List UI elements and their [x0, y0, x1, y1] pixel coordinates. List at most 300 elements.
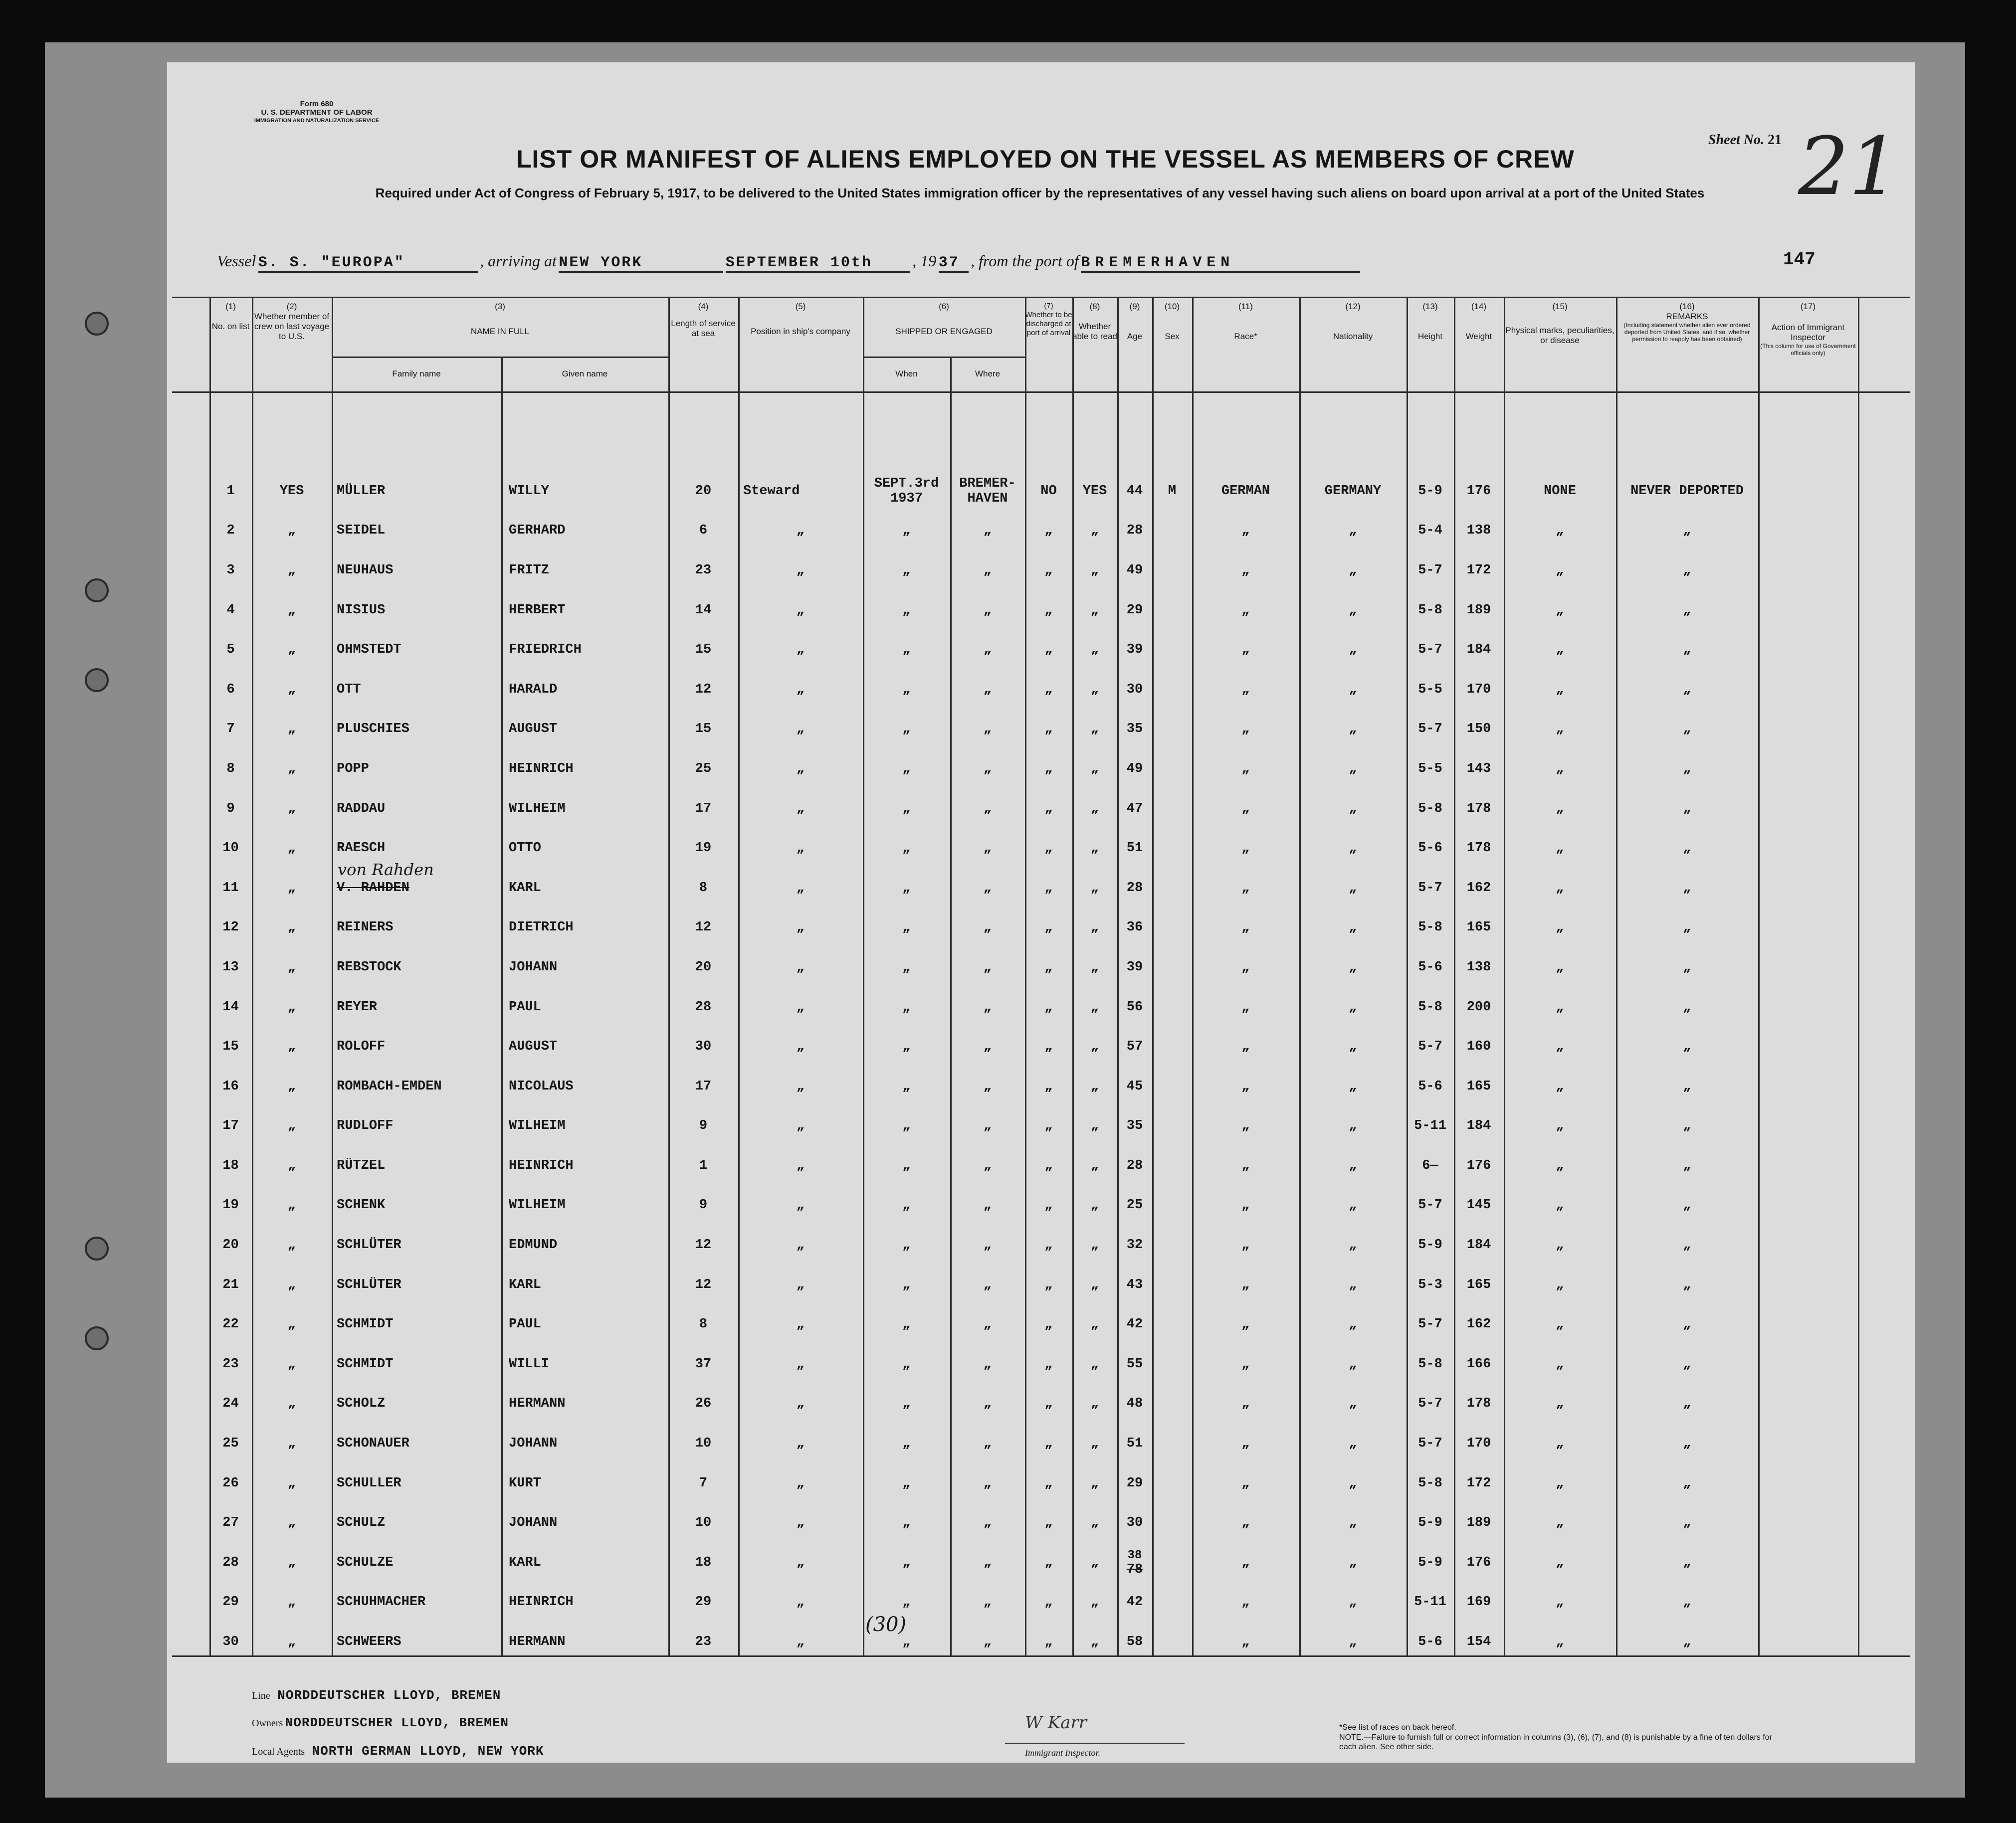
- able-to-read: „: [1090, 1475, 1099, 1491]
- shipped-where-line: HAVEN: [967, 491, 1008, 506]
- column-header-crew: [252, 302, 332, 342]
- row-number: 14: [222, 999, 239, 1015]
- age: 28: [1126, 1158, 1143, 1173]
- position: „: [796, 1356, 805, 1372]
- row-number: 19: [222, 1198, 239, 1213]
- column-header-when: When: [895, 369, 918, 378]
- row-number: 15: [222, 1039, 239, 1055]
- shipped-where: „: [983, 523, 992, 539]
- table-row: [172, 1463, 1858, 1503]
- remarks: „: [1683, 801, 1691, 816]
- discharged: „: [1044, 1198, 1053, 1213]
- shipped-where: „: [983, 1436, 992, 1452]
- age: 43: [1126, 1277, 1143, 1292]
- row-margin: [172, 1543, 209, 1583]
- able-to-read: „: [1090, 1436, 1099, 1452]
- height: 5-8: [1418, 999, 1442, 1015]
- service-years: 12: [695, 1238, 712, 1253]
- inspector-action: [1758, 1344, 1858, 1384]
- row-number: 22: [222, 1317, 239, 1332]
- shipped-where: „: [983, 841, 992, 856]
- row-margin: [172, 1304, 209, 1344]
- position: „: [796, 841, 805, 856]
- shipped-when: [863, 471, 950, 511]
- given-name: HARALD: [509, 682, 558, 697]
- row-number: 24: [222, 1396, 239, 1412]
- column-title: Action of Immigrant Inspector: [1771, 323, 1845, 342]
- inspector-action: [1758, 511, 1858, 551]
- row-number: 13: [222, 959, 239, 975]
- agents-label: Local Agents: [252, 1746, 305, 1757]
- remarks: „: [1683, 841, 1691, 856]
- remarks: „: [1683, 1356, 1691, 1372]
- weight: 145: [1466, 1198, 1491, 1213]
- row-margin: [172, 1622, 209, 1662]
- shipped-when: „: [902, 562, 911, 578]
- able-to-read: „: [1090, 1396, 1099, 1412]
- race: „: [1241, 1118, 1250, 1134]
- age: 30: [1126, 1515, 1143, 1531]
- able-to-read: YES: [1082, 483, 1107, 499]
- weight: 165: [1466, 1277, 1491, 1292]
- race: „: [1241, 1635, 1250, 1650]
- family-name: ROMBACH-EMDEN: [337, 1079, 442, 1094]
- height: 5-9: [1418, 1555, 1442, 1570]
- shipped-when: „: [902, 1555, 911, 1570]
- able-to-read: „: [1090, 1515, 1099, 1531]
- age: 55: [1126, 1356, 1143, 1372]
- service-years: 9: [699, 1198, 708, 1213]
- sex: [1152, 1304, 1192, 1344]
- discharged: „: [1044, 761, 1053, 776]
- crew-last-voyage: „: [287, 1475, 296, 1491]
- table-row: [172, 908, 1858, 948]
- column-number: (2): [286, 302, 297, 311]
- inspector-action: [1758, 1027, 1858, 1067]
- physical-marks: „: [1556, 841, 1564, 856]
- inspector-action: [1758, 908, 1858, 948]
- height: 5-7: [1418, 722, 1442, 737]
- service-years: 20: [695, 959, 712, 975]
- form-number: Form 680: [300, 100, 334, 108]
- column-number: (3): [495, 302, 505, 311]
- owners-label: Owners: [252, 1718, 283, 1729]
- crew-last-voyage: „: [287, 761, 296, 776]
- inspector-action: [1758, 1225, 1858, 1265]
- crew-last-voyage: „: [287, 1436, 296, 1452]
- race: „: [1241, 523, 1250, 539]
- table-row: [172, 590, 1858, 630]
- inspector-action: [1758, 1622, 1858, 1662]
- shipped-where: „: [983, 1039, 992, 1055]
- position: „: [796, 1317, 805, 1332]
- row-number: 28: [222, 1555, 239, 1570]
- able-to-read: „: [1090, 1118, 1099, 1134]
- shipped-when: „: [902, 801, 911, 816]
- column-header-service: [668, 302, 738, 339]
- shipped-when: „: [902, 841, 911, 856]
- column-number: (5): [795, 302, 806, 311]
- line-value: NORDDEUTSCHER LLOYD, BREMEN: [277, 1688, 501, 1703]
- physical-marks: „: [1556, 722, 1564, 737]
- column-number: (11): [1238, 302, 1253, 311]
- nationality: „: [1349, 761, 1357, 776]
- given-name: HEINRICH: [509, 1158, 574, 1173]
- handwritten-correction: von Rahden: [338, 860, 434, 879]
- column-header-sex: [1152, 302, 1192, 342]
- crew-last-voyage: „: [287, 1039, 296, 1055]
- total-count-handwritten: (30): [865, 1613, 907, 1636]
- given-name: KARL: [509, 880, 541, 896]
- race: „: [1241, 682, 1250, 697]
- column-number: (16): [1679, 302, 1695, 311]
- agents-value: NORTH GERMAN LLOYD, NEW YORK: [312, 1744, 544, 1759]
- sex: [1152, 1503, 1192, 1543]
- position: „: [796, 642, 805, 658]
- column-header-discharged: [1025, 302, 1072, 338]
- fine-note: NOTE.—Failure to furnish full or correct information in columns (3), (6), (7), and (8) is punishable by a fine of ten dollars for each alien. See other side.: [1339, 1733, 1772, 1751]
- race: „: [1241, 1039, 1250, 1055]
- department-name: U. S. DEPARTMENT OF LABOR: [261, 108, 373, 117]
- physical-marks: „: [1556, 602, 1564, 618]
- nationality: „: [1349, 999, 1357, 1015]
- service-years: 37: [695, 1356, 712, 1372]
- inspector-action: [1758, 868, 1858, 908]
- remarks: „: [1683, 1238, 1691, 1253]
- sex: [1152, 630, 1192, 670]
- position: „: [796, 1595, 805, 1610]
- inspector-action: [1758, 1503, 1858, 1543]
- physical-marks: „: [1556, 761, 1564, 776]
- given-name: HERBERT: [509, 602, 566, 618]
- given-name: HEINRICH: [509, 1595, 574, 1610]
- discharged: „: [1044, 642, 1053, 658]
- sex: [1152, 987, 1192, 1027]
- shipped-where: „: [983, 1356, 992, 1372]
- service-years: 12: [695, 682, 712, 697]
- height: 5-7: [1418, 880, 1442, 896]
- position: „: [796, 1635, 805, 1650]
- table-row: [172, 1304, 1858, 1344]
- shipped-where: „: [983, 1079, 992, 1094]
- sheet-value: 21: [1768, 132, 1782, 148]
- crew-last-voyage: „: [287, 1079, 296, 1094]
- inspector-action: [1758, 749, 1858, 789]
- age: 44: [1126, 483, 1143, 499]
- column-header-race: [1192, 302, 1299, 342]
- nationality: „: [1349, 682, 1357, 697]
- remarks: „: [1683, 999, 1691, 1015]
- inspector-action: [1758, 1304, 1858, 1344]
- footer-line: [252, 1688, 501, 1703]
- crew-last-voyage: „: [287, 1198, 296, 1213]
- inspector-label: Immigrant Inspector.: [1025, 1748, 1100, 1758]
- shipped-where: „: [983, 602, 992, 618]
- given-name: AUGUST: [509, 1039, 558, 1055]
- table-row: [172, 550, 1858, 590]
- service-years: 1: [699, 1158, 708, 1173]
- age: 28: [1126, 880, 1143, 896]
- sex: [1152, 670, 1192, 710]
- shipped-where: „: [983, 722, 992, 737]
- crew-last-voyage: „: [287, 1595, 296, 1610]
- name-subheader-rule: [332, 357, 668, 358]
- column-title: REMARKS: [1666, 312, 1708, 321]
- shipped-when: „: [902, 1158, 911, 1173]
- family-name: SCHLÜTER: [337, 1277, 402, 1292]
- sex: [1152, 828, 1192, 868]
- age: 51: [1126, 841, 1143, 856]
- able-to-read: „: [1090, 562, 1099, 578]
- physical-marks: „: [1556, 801, 1564, 816]
- nationality: „: [1349, 1158, 1357, 1173]
- crew-last-voyage: „: [287, 642, 296, 658]
- physical-marks: „: [1556, 1515, 1564, 1531]
- able-to-read: „: [1090, 1198, 1099, 1213]
- table-row: [172, 868, 1858, 908]
- sex: [1152, 868, 1192, 908]
- inspector-action: [1758, 1543, 1858, 1583]
- inspector-action: [1758, 710, 1858, 749]
- weight: 178: [1466, 841, 1491, 856]
- row-margin: [172, 590, 209, 630]
- remarks: „: [1683, 920, 1691, 935]
- given-name: OTTO: [509, 841, 541, 856]
- position: „: [796, 920, 805, 935]
- nationality: „: [1349, 1515, 1357, 1531]
- race: „: [1241, 1555, 1250, 1570]
- shipped-where: „: [983, 801, 992, 816]
- physical-marks: „: [1556, 1039, 1564, 1055]
- row-number: 2: [226, 523, 235, 539]
- race: „: [1241, 562, 1250, 578]
- row-margin: [172, 868, 209, 908]
- discharged: „: [1044, 1555, 1053, 1570]
- nationality: „: [1349, 1356, 1357, 1372]
- given-name: JOHANN: [509, 1515, 558, 1531]
- discharged: „: [1044, 1635, 1053, 1650]
- remarks: „: [1683, 1396, 1691, 1412]
- inspector-action: [1758, 1265, 1858, 1305]
- able-to-read: „: [1090, 1317, 1099, 1332]
- race: „: [1241, 1396, 1250, 1412]
- position: „: [796, 1475, 805, 1491]
- table-row: [172, 511, 1858, 551]
- row-number: 8: [226, 761, 235, 776]
- discharged: „: [1044, 1039, 1053, 1055]
- discharged: „: [1044, 562, 1053, 578]
- given-name: HEINRICH: [509, 761, 574, 776]
- shipped-where: „: [983, 1595, 992, 1610]
- column-divider: [1858, 297, 1859, 1655]
- service-years: 7: [699, 1475, 708, 1491]
- given-name: EDMUND: [509, 1238, 558, 1253]
- given-name: JOHANN: [509, 1436, 558, 1452]
- column-number: (6): [939, 302, 949, 311]
- given-name: WILLI: [509, 1356, 550, 1372]
- column-header-nationality: [1299, 302, 1407, 342]
- physical-marks: „: [1556, 1158, 1564, 1173]
- shipped-where: „: [983, 1635, 992, 1650]
- race: „: [1241, 1238, 1250, 1253]
- remarks: „: [1683, 523, 1691, 539]
- shipped-when: „: [902, 1396, 911, 1412]
- column-note: (Including statement whether alien ever ordered deported from United States, and if so, whether permission to reapply has been obtained): [1623, 322, 1751, 343]
- given-name: FRIEDRICH: [509, 642, 582, 658]
- shipped-when: „: [902, 1356, 911, 1372]
- shipped-when: „: [902, 761, 911, 776]
- sex: [1152, 550, 1192, 590]
- given-name: HERMANN: [509, 1635, 566, 1650]
- discharged: „: [1044, 1436, 1053, 1452]
- height: 5-8: [1418, 1356, 1442, 1372]
- race: „: [1241, 1277, 1250, 1292]
- position: „: [796, 1198, 805, 1213]
- weight: 154: [1466, 1635, 1491, 1650]
- discharged: „: [1044, 1118, 1053, 1134]
- family-name: SCHOLZ: [337, 1396, 386, 1412]
- column-title: SHIPPED OR ENGAGED: [895, 327, 993, 336]
- row-number: 27: [222, 1515, 239, 1531]
- family-name: RÜTZEL: [337, 1158, 386, 1173]
- column-header-marks: [1504, 302, 1616, 346]
- sex: [1152, 1622, 1192, 1662]
- family-name: RADDAU: [337, 801, 386, 816]
- race: „: [1241, 1436, 1250, 1452]
- row-number: 26: [222, 1475, 239, 1491]
- race: „: [1241, 1158, 1250, 1173]
- from-port-label: , from the port of: [971, 252, 1079, 270]
- remarks: „: [1683, 1635, 1691, 1650]
- age: 42: [1126, 1317, 1143, 1332]
- shipped-where: „: [983, 1198, 992, 1213]
- nationality: „: [1349, 1396, 1357, 1412]
- table-row: [172, 1186, 1858, 1226]
- height: 5-6: [1418, 959, 1442, 975]
- physical-marks: „: [1556, 682, 1564, 697]
- physical-marks: „: [1556, 880, 1564, 896]
- height: 5-9: [1418, 1515, 1442, 1531]
- column-title: Length of service at sea: [671, 319, 736, 338]
- remarks: „: [1683, 959, 1691, 975]
- physical-marks: „: [1556, 1436, 1564, 1452]
- sheet-number-handwritten: 21: [1798, 120, 1900, 213]
- service-years: 25: [695, 761, 712, 776]
- able-to-read: „: [1090, 1595, 1099, 1610]
- column-title: Nationality: [1333, 332, 1373, 341]
- family-name: SCHUHMACHER: [337, 1595, 426, 1610]
- race: „: [1241, 1475, 1250, 1491]
- age-corrected: 38: [1127, 1548, 1142, 1562]
- inspector-action: [1758, 828, 1858, 868]
- inspector-action: [1758, 590, 1858, 630]
- inspector-action: [1758, 1186, 1858, 1226]
- page-title: LIST OR MANIFEST OF ALIENS EMPLOYED ON THE VESSEL AS MEMBERS OF CREW: [516, 145, 1575, 173]
- row-margin: [172, 1583, 209, 1623]
- discharged: NO: [1040, 483, 1057, 499]
- service-years: 9: [699, 1118, 708, 1134]
- table-row: [172, 710, 1858, 749]
- crew-last-voyage: „: [287, 1555, 296, 1570]
- discharged: „: [1044, 722, 1053, 737]
- discharged: „: [1044, 920, 1053, 935]
- family-name: RAESCH: [337, 841, 386, 856]
- voyage-line: [217, 252, 1360, 273]
- physical-marks: „: [1556, 1277, 1564, 1292]
- inspector-action: [1758, 789, 1858, 829]
- able-to-read: „: [1090, 1079, 1099, 1094]
- remarks: „: [1683, 562, 1691, 578]
- height: 5-8: [1418, 602, 1442, 618]
- age: 29: [1126, 602, 1143, 618]
- binder-hole: [85, 1326, 109, 1350]
- race: „: [1241, 801, 1250, 816]
- shipped-when: „: [902, 1475, 911, 1491]
- sex: [1152, 1424, 1192, 1463]
- race: „: [1241, 841, 1250, 856]
- position: „: [796, 722, 805, 737]
- row-number: 12: [222, 920, 239, 935]
- column-header-height: [1407, 302, 1454, 342]
- shipped-when: „: [902, 880, 911, 896]
- age: 39: [1126, 642, 1143, 658]
- crew-last-voyage: „: [287, 722, 296, 737]
- weight: 172: [1466, 562, 1491, 578]
- position: „: [796, 761, 805, 776]
- table-row: [172, 1543, 1858, 1583]
- nationality: „: [1349, 1277, 1357, 1292]
- discharged: „: [1044, 1238, 1053, 1253]
- table-row: [172, 471, 1858, 511]
- row-number: 7: [226, 722, 235, 737]
- row-margin: [172, 749, 209, 789]
- crew-last-voyage: „: [287, 1317, 296, 1332]
- manifest-page: [167, 62, 1915, 1763]
- given-name: PAUL: [509, 999, 541, 1015]
- nationality: „: [1349, 1198, 1357, 1213]
- row-number: 21: [222, 1277, 239, 1292]
- sex: [1152, 710, 1192, 749]
- remarks: „: [1683, 1158, 1691, 1173]
- binder-hole: [85, 312, 109, 336]
- age: 36: [1126, 920, 1143, 935]
- service-years: 17: [695, 801, 712, 816]
- column-title: Sex: [1165, 332, 1180, 341]
- table-row: [172, 1027, 1858, 1067]
- family-name: PLUSCHIES: [337, 722, 409, 737]
- table-row: [172, 1067, 1858, 1106]
- column-header-age: [1117, 302, 1152, 342]
- column-header-name: [332, 302, 668, 337]
- shipped-where: „: [983, 959, 992, 975]
- column-header-inspector: [1758, 302, 1858, 357]
- crew-last-voyage: „: [287, 999, 296, 1015]
- service-years: 8: [699, 880, 708, 896]
- family-name: SEIDEL: [337, 523, 386, 539]
- discharged: „: [1044, 1396, 1053, 1412]
- row-margin: [172, 1463, 209, 1503]
- row-number: 3: [226, 562, 235, 578]
- discharged: „: [1044, 602, 1053, 618]
- physical-marks: „: [1556, 959, 1564, 975]
- row-margin: [172, 1344, 209, 1384]
- height: 5-7: [1418, 1436, 1442, 1452]
- given-name: AUGUST: [509, 722, 558, 737]
- shipped-where: „: [983, 562, 992, 578]
- nationality: „: [1349, 1118, 1357, 1134]
- row-number: 4: [226, 602, 235, 618]
- given-name: KARL: [509, 1555, 541, 1570]
